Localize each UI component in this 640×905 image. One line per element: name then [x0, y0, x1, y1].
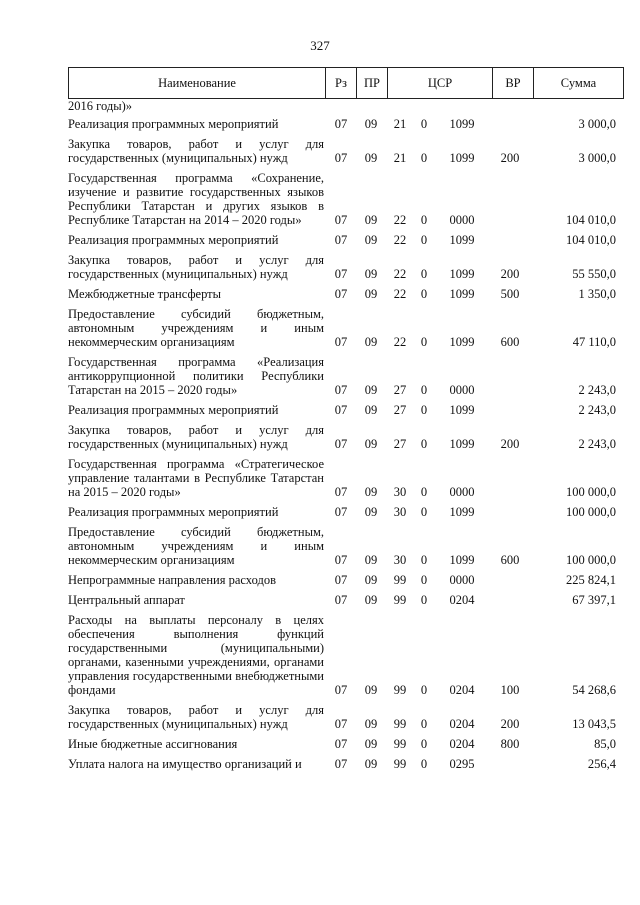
row-c2: 0	[420, 683, 428, 697]
row-pr: 09	[364, 553, 378, 567]
row-pr: 09	[364, 233, 378, 247]
row-rz: 07	[334, 437, 348, 451]
row-c3: 1099	[449, 287, 475, 301]
row-c1: 27	[393, 437, 407, 451]
row-c3: 1099	[449, 403, 475, 417]
table-row	[68, 757, 624, 771]
row-c2: 0	[420, 267, 428, 281]
table-row	[68, 573, 624, 587]
table-body	[68, 99, 624, 777]
row-c3: 0000	[449, 573, 475, 587]
row-rz: 07	[334, 335, 348, 349]
row-c2: 0	[420, 403, 428, 417]
row-c1: 22	[393, 233, 407, 247]
row-pr: 09	[364, 383, 378, 397]
row-pr: 09	[364, 267, 378, 281]
row-c2: 0	[420, 233, 428, 247]
row-name: Межбюджетные трансферты	[68, 287, 222, 301]
row-sum: 13 043,5	[572, 717, 616, 731]
row-c1: 22	[393, 287, 407, 301]
row-sum: 54 268,6	[572, 683, 616, 697]
row-c2: 0	[420, 593, 428, 607]
row-c3: 1099	[449, 437, 475, 451]
row-c1: 99	[393, 683, 407, 697]
row-c2: 0	[420, 383, 428, 397]
row-name: Центральный аппарат	[68, 593, 185, 607]
table-header	[68, 67, 624, 99]
row-c3: 0000	[449, 213, 475, 227]
row-vr: 200	[500, 717, 520, 731]
row-c3: 0204	[449, 717, 475, 731]
row-name: Закупка товаров, работ и услуг для государственных (муниципальных) нужд	[68, 253, 324, 281]
row-vr: 200	[500, 437, 520, 451]
row-c1: 21	[393, 151, 407, 165]
header-rz: Рз	[325, 68, 356, 98]
row-c3: 1099	[449, 267, 475, 281]
row-name: Государственная программа «Сохранение, изучение и развитие государственных языков Республики Татарстан и других языков в Республике Татарстан на 2014 – 2020 годы»	[68, 171, 324, 227]
row-name: Непрограммные направления расходов	[68, 573, 276, 587]
row-c1: 30	[393, 485, 407, 499]
table-row	[68, 233, 624, 247]
row-rz: 07	[334, 757, 348, 771]
row-pr: 09	[364, 505, 378, 519]
row-sum: 55 550,0	[572, 267, 616, 281]
row-name: Государственная программа «Стратегическое управление талантами в Республике Татарстан на 2015 – 2020 годы»	[68, 457, 324, 499]
row-rz: 07	[334, 553, 348, 567]
row-pr: 09	[364, 717, 378, 731]
row-sum: 2 243,0	[578, 437, 616, 451]
row-pr: 09	[364, 593, 378, 607]
table-row	[68, 703, 624, 731]
row-c3: 0204	[449, 593, 475, 607]
table-row	[68, 525, 624, 567]
row-sum: 100 000,0	[566, 485, 616, 499]
table-row	[68, 457, 624, 499]
row-vr: 600	[500, 335, 520, 349]
row-c3: 1099	[449, 233, 475, 247]
row-pr: 09	[364, 437, 378, 451]
row-c3: 1099	[449, 335, 475, 349]
row-c3: 1099	[449, 553, 475, 567]
row-c3: 0204	[449, 683, 475, 697]
row-c1: 99	[393, 717, 407, 731]
table-row	[68, 307, 624, 349]
table-row	[68, 137, 624, 165]
row-c2: 0	[420, 151, 428, 165]
row-rz: 07	[334, 383, 348, 397]
header-pr: ПР	[356, 68, 387, 98]
row-name: Реализация программных мероприятий	[68, 233, 279, 247]
row-sum: 85,0	[594, 737, 616, 751]
row-name: Предоставление субсидий бюджетным, автономным учреждениям и иным некоммерческим организациям	[68, 307, 324, 349]
row-rz: 07	[334, 287, 348, 301]
row-c3: 1099	[449, 117, 475, 131]
row-c2: 0	[420, 737, 428, 751]
row-c1: 99	[393, 593, 407, 607]
row-rz: 07	[334, 593, 348, 607]
row-sum: 100 000,0	[566, 505, 616, 519]
row-c1: 22	[393, 267, 407, 281]
row-rz: 07	[334, 683, 348, 697]
row-c1: 30	[393, 505, 407, 519]
row-c2: 0	[420, 287, 428, 301]
table-row	[68, 593, 624, 607]
row-vr: 200	[500, 267, 520, 281]
row-name: Закупка товаров, работ и услуг для государственных (муниципальных) нужд	[68, 423, 324, 451]
table-row	[68, 505, 624, 519]
row-rz: 07	[334, 403, 348, 417]
row-vr: 500	[500, 287, 520, 301]
row-c2: 0	[420, 437, 428, 451]
row-vr: 100	[500, 683, 520, 697]
row-name: Реализация программных мероприятий	[68, 505, 279, 519]
row-rz: 07	[334, 485, 348, 499]
row-sum: 256,4	[587, 757, 616, 771]
row-name: Государственная программа «Реализация антикоррупционной политики Республики Татарстан на 2015 – 2020 годы»	[68, 355, 324, 397]
table-row	[68, 355, 624, 397]
row-c1: 99	[393, 757, 407, 771]
row-pr: 09	[364, 287, 378, 301]
row-c2: 0	[420, 553, 428, 567]
row-pr: 09	[364, 117, 378, 131]
page-number: 327	[310, 38, 330, 53]
row-c2: 0	[420, 213, 428, 227]
row-sum: 2 243,0	[578, 383, 616, 397]
table-row	[68, 253, 624, 281]
row-name: Реализация программных мероприятий	[68, 117, 279, 131]
row-c1: 27	[393, 383, 407, 397]
table-row	[68, 99, 624, 113]
row-sum: 2 243,0	[578, 403, 616, 417]
table-row	[68, 403, 624, 417]
row-c1: 22	[393, 335, 407, 349]
row-sum: 3 000,0	[578, 151, 616, 165]
row-c1: 99	[393, 737, 407, 751]
row-name: 2016 годы)»	[68, 99, 133, 113]
row-c1: 99	[393, 573, 407, 587]
row-name: Уплата налога на имущество организаций и	[68, 757, 302, 771]
row-rz: 07	[334, 737, 348, 751]
row-sum: 1 350,0	[578, 287, 616, 301]
row-rz: 07	[334, 213, 348, 227]
row-name: Расходы на выплаты персоналу в целях обеспечения выполнения функций государственными (муниципальными) органами, казенными учреждениями, органами управления государственными внебюджетными фондами	[68, 613, 324, 697]
row-c2: 0	[420, 573, 428, 587]
row-c3: 0000	[449, 485, 475, 499]
header-csr: ЦСР	[387, 68, 492, 98]
row-pr: 09	[364, 403, 378, 417]
row-c2: 0	[420, 485, 428, 499]
row-vr: 200	[500, 151, 520, 165]
row-c2: 0	[420, 117, 428, 131]
row-rz: 07	[334, 717, 348, 731]
row-sum: 104 010,0	[566, 213, 616, 227]
table-row	[68, 737, 624, 751]
table-row	[68, 117, 624, 131]
row-name: Предоставление субсидий бюджетным, автономным учреждениям и иным некоммерческим организациям	[68, 525, 324, 567]
table-row	[68, 287, 624, 301]
row-rz: 07	[334, 573, 348, 587]
row-c3: 0204	[449, 737, 475, 751]
row-c1: 22	[393, 213, 407, 227]
row-pr: 09	[364, 737, 378, 751]
header-name: Наименование	[158, 75, 236, 90]
header-vr: ВР	[492, 68, 533, 98]
row-rz: 07	[334, 151, 348, 165]
row-vr: 800	[500, 737, 520, 751]
row-rz: 07	[334, 117, 348, 131]
row-name: Закупка товаров, работ и услуг для государственных (муниципальных) нужд	[68, 703, 324, 731]
row-name: Закупка товаров, работ и услуг для государственных (муниципальных) нужд	[68, 137, 324, 165]
row-pr: 09	[364, 573, 378, 587]
row-rz: 07	[334, 233, 348, 247]
row-c2: 0	[420, 335, 428, 349]
row-pr: 09	[364, 151, 378, 165]
row-c2: 0	[420, 505, 428, 519]
table-row	[68, 171, 624, 227]
row-pr: 09	[364, 683, 378, 697]
row-pr: 09	[364, 485, 378, 499]
row-name: Реализация программных мероприятий	[68, 403, 279, 417]
row-c3: 1099	[449, 151, 475, 165]
header-sum: Сумма	[533, 68, 623, 98]
row-c3: 0000	[449, 383, 475, 397]
row-sum: 3 000,0	[578, 117, 616, 131]
row-c2: 0	[420, 757, 428, 771]
row-c3: 0295	[449, 757, 475, 771]
row-c3: 1099	[449, 505, 475, 519]
row-rz: 07	[334, 505, 348, 519]
row-pr: 09	[364, 213, 378, 227]
row-vr: 600	[500, 553, 520, 567]
row-sum: 47 110,0	[572, 335, 616, 349]
row-name: Иные бюджетные ассигнования	[68, 737, 238, 751]
row-rz: 07	[334, 267, 348, 281]
table-row	[68, 613, 624, 697]
row-sum: 104 010,0	[566, 233, 616, 247]
row-c1: 30	[393, 553, 407, 567]
row-c1: 27	[393, 403, 407, 417]
table-row	[68, 423, 624, 451]
row-pr: 09	[364, 757, 378, 771]
row-pr: 09	[364, 335, 378, 349]
row-c2: 0	[420, 717, 428, 731]
row-sum: 100 000,0	[566, 553, 616, 567]
row-sum: 67 397,1	[572, 593, 616, 607]
row-c1: 21	[393, 117, 407, 131]
row-sum: 225 824,1	[566, 573, 616, 587]
